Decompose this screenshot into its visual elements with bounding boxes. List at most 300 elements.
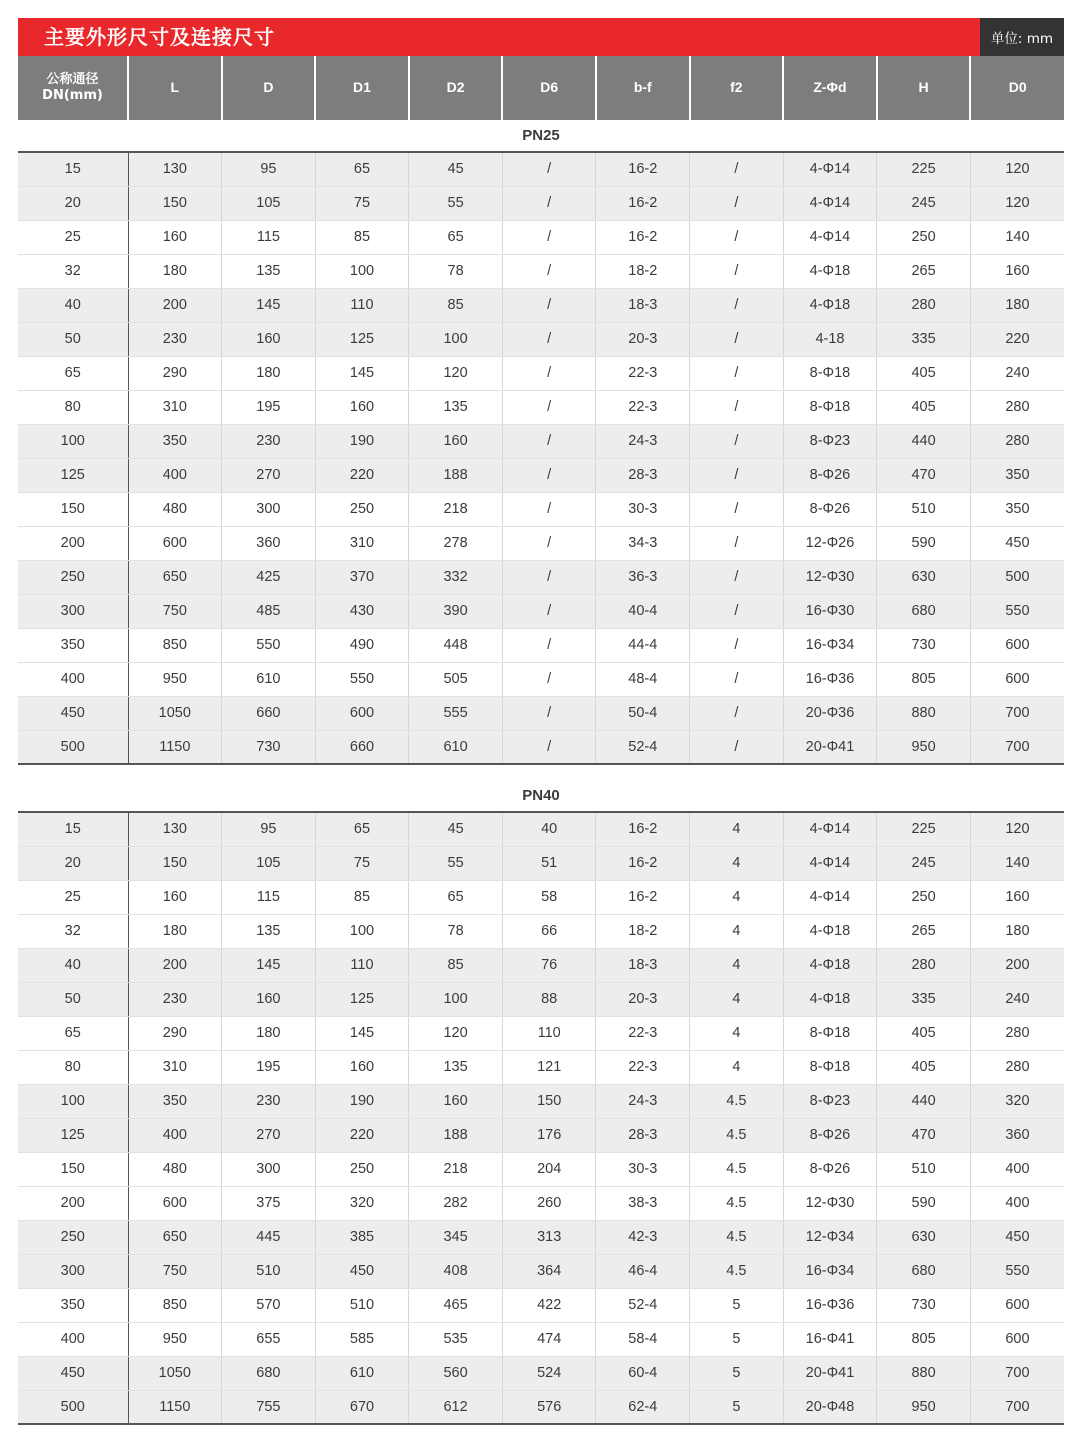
cell-bf: 22-3 [596, 390, 690, 424]
cell-D6: 204 [502, 1152, 596, 1186]
cell-dn: 50 [18, 982, 128, 1016]
cell-L: 850 [128, 628, 222, 662]
cell-f2: / [690, 288, 784, 322]
cell-L: 160 [128, 220, 222, 254]
cell-L: 950 [128, 1322, 222, 1356]
table-row [18, 1322, 1064, 1356]
cell-D6: 313 [502, 1220, 596, 1254]
cell-D2: 65 [409, 880, 503, 914]
cell-dn: 100 [18, 1084, 128, 1118]
cell-D6: / [502, 288, 596, 322]
cell-D1: 310 [315, 526, 409, 560]
cell-bf: 16-2 [596, 846, 690, 880]
cell-D2: 45 [409, 152, 503, 186]
cell-Zd: 8-Φ18 [783, 1016, 877, 1050]
cell-D: 610 [222, 662, 316, 696]
cell-Zd: 12-Φ34 [783, 1220, 877, 1254]
cell-D0: 320 [970, 1084, 1064, 1118]
cell-D2: 85 [409, 948, 503, 982]
cell-D1: 550 [315, 662, 409, 696]
cell-D2: 332 [409, 560, 503, 594]
cell-D: 360 [222, 526, 316, 560]
cell-D: 550 [222, 628, 316, 662]
cell-f2: / [690, 730, 784, 764]
cell-D6: 260 [502, 1186, 596, 1220]
cell-f2: 4 [690, 812, 784, 846]
cell-D1: 670 [315, 1390, 409, 1424]
cell-D: 300 [222, 1152, 316, 1186]
cell-bf: 22-3 [596, 356, 690, 390]
cell-L: 310 [128, 1050, 222, 1084]
cell-D0: 360 [970, 1118, 1064, 1152]
cell-bf: 36-3 [596, 560, 690, 594]
table-row [18, 254, 1064, 288]
cell-D1: 510 [315, 1288, 409, 1322]
cell-H: 680 [877, 594, 971, 628]
cell-D6: 66 [502, 914, 596, 948]
cell-dn: 200 [18, 526, 128, 560]
cell-bf: 16-2 [596, 880, 690, 914]
cell-D: 145 [222, 288, 316, 322]
cell-f2: / [690, 492, 784, 526]
cell-D2: 448 [409, 628, 503, 662]
cell-D2: 100 [409, 322, 503, 356]
cell-H: 280 [877, 948, 971, 982]
cell-D1: 610 [315, 1356, 409, 1390]
cell-bf: 28-3 [596, 458, 690, 492]
cell-D: 180 [222, 356, 316, 390]
cell-L: 600 [128, 526, 222, 560]
table-row [18, 1288, 1064, 1322]
cell-D6: 150 [502, 1084, 596, 1118]
cell-D: 485 [222, 594, 316, 628]
cell-D6: 76 [502, 948, 596, 982]
cell-H: 405 [877, 390, 971, 424]
cell-D0: 450 [970, 1220, 1064, 1254]
cell-D1: 190 [315, 1084, 409, 1118]
cell-D2: 282 [409, 1186, 503, 1220]
cell-D0: 240 [970, 982, 1064, 1016]
table-row [18, 594, 1064, 628]
cell-f2: / [690, 186, 784, 220]
cell-D1: 85 [315, 220, 409, 254]
table-row [18, 662, 1064, 696]
cell-dn: 125 [18, 458, 128, 492]
cell-D1: 100 [315, 254, 409, 288]
cell-Zd: 4-Φ18 [783, 948, 877, 982]
cell-D0: 120 [970, 152, 1064, 186]
cell-D2: 408 [409, 1254, 503, 1288]
cell-dn: 250 [18, 1220, 128, 1254]
cell-dn: 450 [18, 696, 128, 730]
cell-D6: 576 [502, 1390, 596, 1424]
cell-dn: 500 [18, 1390, 128, 1424]
cell-dn: 15 [18, 152, 128, 186]
cell-D1: 250 [315, 492, 409, 526]
cell-Zd: 4-18 [783, 322, 877, 356]
cell-Zd: 8-Φ26 [783, 1118, 877, 1152]
cell-dn: 40 [18, 288, 128, 322]
cell-D6: / [502, 458, 596, 492]
cell-f2: 4 [690, 948, 784, 982]
cell-bf: 18-3 [596, 948, 690, 982]
cell-L: 150 [128, 846, 222, 880]
cell-L: 130 [128, 812, 222, 846]
cell-f2: / [690, 560, 784, 594]
table-row [18, 560, 1064, 594]
cell-dn: 65 [18, 1016, 128, 1050]
table-row [18, 982, 1064, 1016]
column-header-d6: D6 [502, 56, 596, 120]
cell-bf: 18-2 [596, 254, 690, 288]
cell-L: 290 [128, 1016, 222, 1050]
cell-D2: 160 [409, 1084, 503, 1118]
cell-L: 650 [128, 560, 222, 594]
page-title: 主要外形尺寸及连接尺寸 [44, 25, 275, 49]
cell-H: 245 [877, 846, 971, 880]
cell-D6: 422 [502, 1288, 596, 1322]
cell-L: 150 [128, 186, 222, 220]
cell-D0: 700 [970, 730, 1064, 764]
cell-Zd: 16-Φ34 [783, 1254, 877, 1288]
cell-D6: / [502, 730, 596, 764]
cell-D1: 160 [315, 1050, 409, 1084]
cell-H: 880 [877, 696, 971, 730]
table-row [18, 526, 1064, 560]
table-row [18, 1016, 1064, 1050]
cell-Zd: 12-Φ26 [783, 526, 877, 560]
cell-D1: 450 [315, 1254, 409, 1288]
cell-bf: 58-4 [596, 1322, 690, 1356]
cell-L: 400 [128, 458, 222, 492]
cell-dn: 25 [18, 220, 128, 254]
cell-H: 590 [877, 1186, 971, 1220]
cell-Zd: 8-Φ26 [783, 492, 877, 526]
cell-H: 880 [877, 1356, 971, 1390]
cell-L: 230 [128, 322, 222, 356]
cell-Zd: 8-Φ18 [783, 356, 877, 390]
cell-H: 335 [877, 982, 971, 1016]
cell-Zd: 4-Φ18 [783, 982, 877, 1016]
cell-D2: 555 [409, 696, 503, 730]
cell-Zd: 12-Φ30 [783, 560, 877, 594]
cell-D2: 535 [409, 1322, 503, 1356]
cell-D0: 700 [970, 696, 1064, 730]
section-label: PN40 [18, 780, 1064, 812]
cell-f2: 5 [690, 1288, 784, 1322]
cell-bf: 16-2 [596, 152, 690, 186]
cell-D1: 145 [315, 1016, 409, 1050]
cell-D1: 430 [315, 594, 409, 628]
cell-D1: 145 [315, 356, 409, 390]
cell-D: 680 [222, 1356, 316, 1390]
cell-D0: 600 [970, 628, 1064, 662]
cell-H: 405 [877, 1016, 971, 1050]
cell-L: 1050 [128, 696, 222, 730]
cell-H: 245 [877, 186, 971, 220]
cell-H: 280 [877, 288, 971, 322]
cell-L: 130 [128, 152, 222, 186]
cell-f2: / [690, 220, 784, 254]
cell-f2: / [690, 594, 784, 628]
cell-D2: 218 [409, 1152, 503, 1186]
cell-dn: 65 [18, 356, 128, 390]
cell-L: 180 [128, 914, 222, 948]
cell-D2: 560 [409, 1356, 503, 1390]
section-gap [18, 764, 1064, 780]
cell-D2: 78 [409, 254, 503, 288]
cell-H: 440 [877, 424, 971, 458]
cell-L: 480 [128, 1152, 222, 1186]
cell-Zd: 20-Φ41 [783, 1356, 877, 1390]
cell-H: 265 [877, 914, 971, 948]
cell-D6: / [502, 220, 596, 254]
cell-D2: 278 [409, 526, 503, 560]
table-body [18, 120, 1064, 1424]
cell-D0: 450 [970, 526, 1064, 560]
cell-f2: / [690, 254, 784, 288]
cell-Zd: 4-Φ14 [783, 880, 877, 914]
cell-L: 350 [128, 424, 222, 458]
cell-dn: 32 [18, 254, 128, 288]
cell-bf: 24-3 [596, 424, 690, 458]
cell-D2: 120 [409, 356, 503, 390]
cell-D6: 51 [502, 846, 596, 880]
cell-L: 230 [128, 982, 222, 1016]
cell-D6: 40 [502, 812, 596, 846]
cell-Zd: 8-Φ23 [783, 1084, 877, 1118]
cell-L: 650 [128, 1220, 222, 1254]
cell-dn: 500 [18, 730, 128, 764]
cell-bf: 28-3 [596, 1118, 690, 1152]
cell-D: 195 [222, 1050, 316, 1084]
cell-H: 225 [877, 812, 971, 846]
cell-dn: 450 [18, 1356, 128, 1390]
cell-bf: 42-3 [596, 1220, 690, 1254]
cell-D0: 220 [970, 322, 1064, 356]
cell-Zd: 16-Φ36 [783, 1288, 877, 1322]
table-row [18, 458, 1064, 492]
cell-D2: 135 [409, 1050, 503, 1084]
cell-f2: / [690, 526, 784, 560]
cell-D2: 160 [409, 424, 503, 458]
cell-f2: / [690, 458, 784, 492]
cell-Zd: 4-Φ14 [783, 812, 877, 846]
cell-D1: 190 [315, 424, 409, 458]
cell-D6: 110 [502, 1016, 596, 1050]
section-gap-cell [18, 764, 1064, 780]
cell-f2: 4.5 [690, 1186, 784, 1220]
cell-D1: 125 [315, 322, 409, 356]
cell-f2: 4 [690, 914, 784, 948]
cell-D6: 364 [502, 1254, 596, 1288]
cell-D1: 75 [315, 186, 409, 220]
column-header-d: D [222, 56, 316, 120]
table-row [18, 1220, 1064, 1254]
cell-f2: / [690, 152, 784, 186]
table-row [18, 1390, 1064, 1424]
cell-bf: 22-3 [596, 1050, 690, 1084]
cell-H: 590 [877, 526, 971, 560]
cell-D0: 280 [970, 390, 1064, 424]
cell-f2: / [690, 696, 784, 730]
cell-f2: / [690, 390, 784, 424]
table-row [18, 914, 1064, 948]
cell-dn: 40 [18, 948, 128, 982]
cell-D0: 280 [970, 424, 1064, 458]
cell-dn: 25 [18, 880, 128, 914]
cell-H: 470 [877, 458, 971, 492]
cell-D6: 474 [502, 1322, 596, 1356]
cell-D1: 65 [315, 152, 409, 186]
cell-D0: 350 [970, 458, 1064, 492]
cell-dn: 15 [18, 812, 128, 846]
table-row [18, 1254, 1064, 1288]
cell-L: 200 [128, 288, 222, 322]
cell-bf: 18-2 [596, 914, 690, 948]
cell-L: 290 [128, 356, 222, 390]
cell-bf: 16-2 [596, 220, 690, 254]
cell-D: 230 [222, 1084, 316, 1118]
cell-Zd: 16-Φ30 [783, 594, 877, 628]
cell-f2: / [690, 628, 784, 662]
cell-H: 250 [877, 220, 971, 254]
cell-f2: 5 [690, 1390, 784, 1424]
cell-D1: 160 [315, 390, 409, 424]
table-row [18, 812, 1064, 846]
title-banner [18, 18, 1064, 56]
cell-H: 950 [877, 1390, 971, 1424]
cell-f2: 4 [690, 880, 784, 914]
table-row [18, 730, 1064, 764]
cell-bf: 48-4 [596, 662, 690, 696]
table-row [18, 288, 1064, 322]
table-row [18, 322, 1064, 356]
cell-D0: 160 [970, 254, 1064, 288]
cell-D1: 110 [315, 948, 409, 982]
cell-D0: 550 [970, 594, 1064, 628]
table-row [18, 186, 1064, 220]
cell-L: 350 [128, 1084, 222, 1118]
cell-D0: 160 [970, 880, 1064, 914]
cell-D1: 660 [315, 730, 409, 764]
cell-dn: 80 [18, 1050, 128, 1084]
cell-f2: 4 [690, 846, 784, 880]
section-label-row [18, 120, 1064, 152]
cell-D6: 176 [502, 1118, 596, 1152]
cell-Zd: 4-Φ14 [783, 220, 877, 254]
cell-Zd: 8-Φ23 [783, 424, 877, 458]
cell-f2: 5 [690, 1356, 784, 1390]
cell-D0: 180 [970, 288, 1064, 322]
cell-dn: 400 [18, 662, 128, 696]
cell-Zd: 8-Φ26 [783, 1152, 877, 1186]
section-label: PN25 [18, 120, 1064, 152]
cell-D: 115 [222, 880, 316, 914]
cell-f2: / [690, 322, 784, 356]
cell-D1: 85 [315, 880, 409, 914]
cell-D2: 55 [409, 846, 503, 880]
cell-D6: / [502, 628, 596, 662]
cell-f2: 4 [690, 1050, 784, 1084]
table-row [18, 1356, 1064, 1390]
cell-D1: 600 [315, 696, 409, 730]
cell-D: 180 [222, 1016, 316, 1050]
cell-D1: 100 [315, 914, 409, 948]
cell-Zd: 8-Φ18 [783, 1050, 877, 1084]
cell-D0: 280 [970, 1016, 1064, 1050]
table-row [18, 696, 1064, 730]
cell-D6: / [502, 492, 596, 526]
cell-D1: 220 [315, 1118, 409, 1152]
cell-f2: / [690, 424, 784, 458]
cell-D: 195 [222, 390, 316, 424]
cell-D: 115 [222, 220, 316, 254]
cell-D1: 125 [315, 982, 409, 1016]
cell-bf: 22-3 [596, 1016, 690, 1050]
cell-D6: / [502, 594, 596, 628]
cell-D: 95 [222, 812, 316, 846]
table-row [18, 948, 1064, 982]
cell-D: 445 [222, 1220, 316, 1254]
table-row [18, 628, 1064, 662]
cell-D2: 345 [409, 1220, 503, 1254]
cell-bf: 52-4 [596, 1288, 690, 1322]
cell-dn: 100 [18, 424, 128, 458]
cell-H: 335 [877, 322, 971, 356]
cell-D2: 85 [409, 288, 503, 322]
cell-D0: 140 [970, 846, 1064, 880]
cell-D6: / [502, 152, 596, 186]
cell-f2: 4.5 [690, 1254, 784, 1288]
cell-L: 480 [128, 492, 222, 526]
cell-D2: 465 [409, 1288, 503, 1322]
cell-Zd: 20-Φ36 [783, 696, 877, 730]
cell-dn: 20 [18, 186, 128, 220]
cell-H: 470 [877, 1118, 971, 1152]
cell-D: 160 [222, 322, 316, 356]
cell-L: 600 [128, 1186, 222, 1220]
column-header-d2: D2 [409, 56, 503, 120]
column-header-dn [18, 56, 128, 120]
column-header-d1: D1 [315, 56, 409, 120]
cell-bf: 52-4 [596, 730, 690, 764]
table-row [18, 152, 1064, 186]
cell-D0: 500 [970, 560, 1064, 594]
column-header-h: H [877, 56, 971, 120]
cell-D0: 350 [970, 492, 1064, 526]
cell-D2: 120 [409, 1016, 503, 1050]
table-row [18, 356, 1064, 390]
cell-D: 270 [222, 1118, 316, 1152]
table-row [18, 220, 1064, 254]
cell-H: 730 [877, 1288, 971, 1322]
cell-bf: 44-4 [596, 628, 690, 662]
cell-D0: 120 [970, 186, 1064, 220]
cell-D6: / [502, 390, 596, 424]
cell-L: 850 [128, 1288, 222, 1322]
cell-H: 680 [877, 1254, 971, 1288]
dn-header-line2: DN(mm) [42, 88, 103, 103]
dimensions-table [18, 56, 1064, 1425]
cell-bf: 18-3 [596, 288, 690, 322]
cell-bf: 30-3 [596, 492, 690, 526]
cell-D0: 400 [970, 1186, 1064, 1220]
cell-H: 225 [877, 152, 971, 186]
cell-H: 250 [877, 880, 971, 914]
cell-D1: 490 [315, 628, 409, 662]
cell-D1: 370 [315, 560, 409, 594]
